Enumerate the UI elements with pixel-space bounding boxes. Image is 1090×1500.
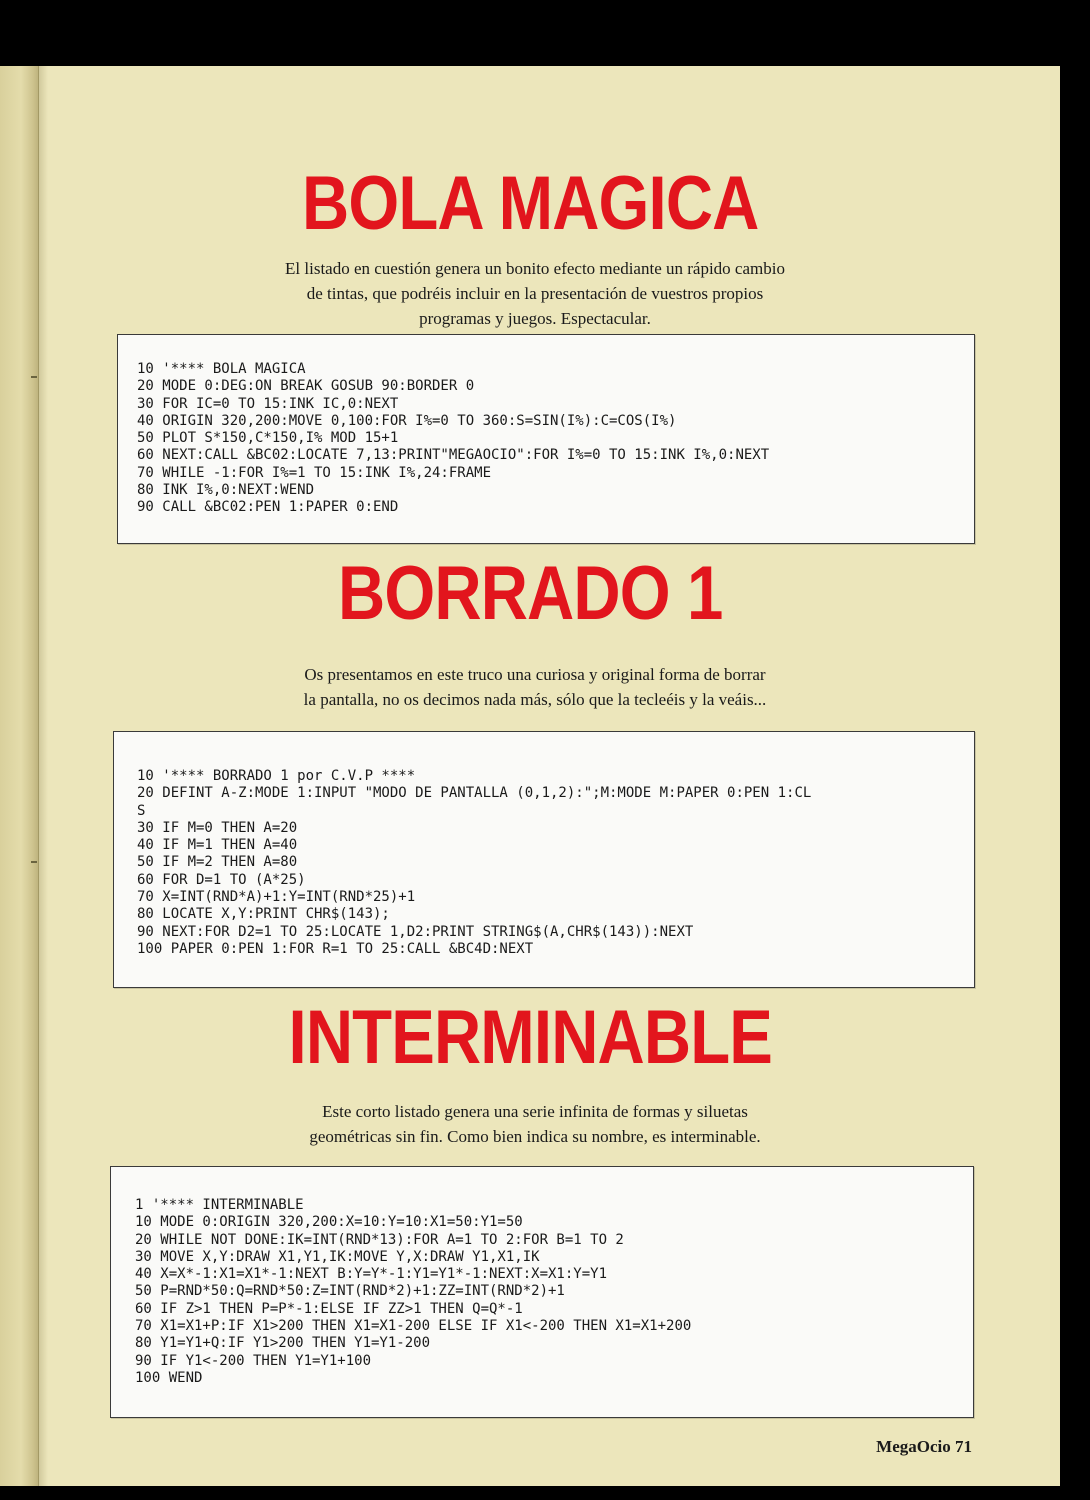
code-line: 10 '**** BOLA MAGICA (137, 361, 306, 377)
fold-mark (31, 861, 37, 863)
code-line: 80 LOCATE X,Y:PRINT CHR$(143); (137, 906, 390, 923)
code-line: 60 NEXT:CALL &BC02:LOCATE 7,13:PRINT"MEGAOCIO":FOR I%=0 TO 15:INK I%,0:NEXT (137, 447, 770, 464)
code-line: 10 MODE 0:ORIGIN 320,200:X=10:Y=10:X1=50:Y1=50 (135, 1214, 523, 1231)
intro-line: programas y juegos. Espectacular. (419, 309, 651, 328)
code-line: 40 IF M=1 THEN A=40 (137, 837, 298, 854)
code-line: S (137, 802, 146, 819)
page-spine (0, 66, 39, 1486)
code-line: 100 WEND (135, 1369, 203, 1386)
code-line: 40 X=X*-1:X1=X1*-1:NEXT B:Y=Y*-1:Y1=Y1*-1:NEXT:X=X1:Y=Y1 (135, 1266, 608, 1283)
code-line: 30 FOR IC=0 TO 15:INK IC,0:NEXT (137, 395, 399, 412)
code-line: 80 Y1=Y1+Q:IF Y1>200 THEN Y1=Y1-200 (135, 1335, 431, 1352)
code-listing-borrado-1 (137, 768, 811, 958)
intro-line: de tintas, que podréis incluir en la presentación de vuestros propios (306, 284, 764, 303)
code-line: 60 FOR D=1 TO (A*25) (137, 871, 306, 888)
intro-line: Este corto listado genera una serie infinita de formas y siluetas (322, 1102, 748, 1121)
code-line: 70 X1=X1+P:IF X1>200 THEN X1=X1-200 ELSE IF X1<-200 THEN X1=X1+200 (135, 1318, 692, 1335)
code-line: 100 PAPER 0:PEN 1:FOR R=1 TO 25:CALL &BC4D:NEXT (137, 940, 534, 957)
page-number: MegaOcio 71 (876, 1437, 972, 1456)
code-line: 70 WHILE -1:FOR I%=1 TO 15:INK I%,24:FRAME (137, 464, 492, 481)
spine-shadow (38, 66, 48, 1486)
code-line: 10 '**** BORRADO 1 por C.V.P **** (137, 768, 416, 784)
code-line: 1 '**** INTERMINABLE (135, 1197, 304, 1213)
code-line: 30 MOVE X,Y:DRAW X1,Y1,IK:MOVE Y,X:DRAW Y1,X1,IK (135, 1248, 540, 1265)
section-title-borrado-1: BORRADO 1 (338, 551, 723, 636)
code-listing-box-interminable (110, 1166, 974, 1418)
code-line: 30 IF M=0 THEN A=20 (137, 819, 298, 836)
code-line: 20 MODE 0:DEG:ON BREAK GOSUB 90:BORDER 0 (137, 378, 475, 395)
code-line: 90 NEXT:FOR D2=1 TO 25:LOCATE 1,D2:PRINT STRING$(A,CHR$(143)):NEXT (137, 923, 694, 940)
code-line: 50 IF M=2 THEN A=80 (137, 854, 298, 871)
section-title-interminable: INTERMINABLE (288, 995, 773, 1080)
intro-line: Os presentamos en este truco una curiosa y original forma de borrar (304, 665, 766, 684)
intro-line: El listado en cuestión genera un bonito efecto mediante un rápido cambio (285, 259, 785, 278)
section-title-bola-magica: BOLA MAGICA (302, 161, 759, 246)
intro-line: la pantalla, no os decimos nada más, sólo que la tecleéis y la veáis... (303, 690, 767, 709)
code-line: 70 X=INT(RND*A)+1:Y=INT(RND*25)+1 (137, 889, 416, 906)
section-intro-interminable (280, 1099, 790, 1149)
code-listing-interminable (135, 1197, 691, 1387)
code-listing-box-borrado-1 (113, 731, 975, 988)
code-line: 20 DEFINT A-Z:MODE 1:INPUT "MODO DE PANTALLA (0,1,2):";M:MODE M:PAPER 0:PEN 1:CL (137, 785, 812, 802)
magazine-page (0, 66, 1060, 1486)
code-listing-bola-magica (137, 361, 769, 517)
code-line: 90 CALL &BC02:PEN 1:PAPER 0:END (137, 499, 399, 516)
code-listing-box-bola-magica (117, 334, 975, 544)
section-intro-bola-magica (280, 256, 790, 331)
code-line: 80 INK I%,0:NEXT:WEND (137, 482, 315, 499)
code-line: 40 ORIGIN 320,200:MOVE 0,100:FOR I%=0 TO 360:S=SIN(I%):C=COS(I%) (137, 412, 677, 429)
code-line: 60 IF Z>1 THEN P=P*-1:ELSE IF ZZ>1 THEN Q=Q*-1 (135, 1300, 523, 1317)
code-line: 20 WHILE NOT DONE:IK=INT(RND*13):FOR A=1 TO 2:FOR B=1 TO 2 (135, 1231, 624, 1248)
section-intro-borrado-1 (280, 662, 790, 712)
intro-line: geométricas sin fin. Como bien indica su nombre, es interminable. (309, 1127, 761, 1146)
code-line: 50 PLOT S*150,C*150,I% MOD 15+1 (137, 430, 399, 447)
fold-mark (31, 376, 37, 378)
code-line: 50 P=RND*50:Q=RND*50:Z=INT(RND*2)+1:ZZ=INT(RND*2)+1 (135, 1283, 565, 1300)
code-line: 90 IF Y1<-200 THEN Y1=Y1+100 (135, 1352, 372, 1369)
